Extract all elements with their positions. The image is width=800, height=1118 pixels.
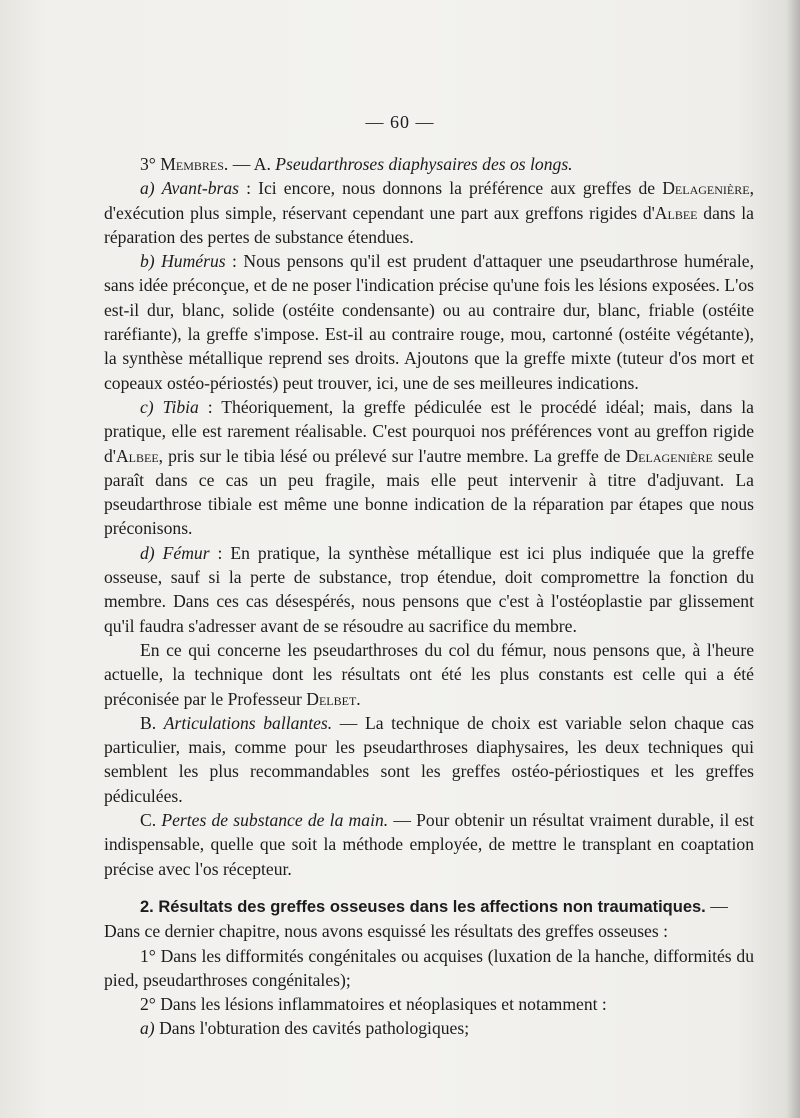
list-item-2a: a) Dans l'obturation des cavités pathologiques; (140, 1018, 470, 1039)
paragraph-tibia: c) Tibia : Théoriquement, la greffe pédiculée est le procédé idéal; mais, dans la pratique, elle est rarement réalisable. C'est pourquoi nos préférences vont au greffon rigide d'Albee, pris sur le tibia lésé ou prélevé sur l'autre membre. La greffe de Delagenière seule paraît dans ce cas un peu fragile, mais elle peut intervenir à titre d'adjuvant. La pseudarthrose tibiale est même une bonne indication de la réparation par étapes que nous préconisons. (104, 396, 754, 539)
list-item-2: 2° Dans les lésions inflammatoires et néoplasiques et notamment : (140, 994, 607, 1015)
paragraph-pertes-main: C. Pertes de substance de la main. — Pour obtenir un résultat vraiment durable, il est indispensable, quelle que soit la méthode employée, de mettre le transplant en coaptation précise avec l'os récepteur. (104, 810, 754, 879)
paragraph-section-2-intro: Dans ce dernier chapitre, nous avons esquissé les résultats des greffes osseuses : (104, 921, 668, 942)
paragraph-membres: 3° Membres. — A. Pseudarthroses diaphysaires des os longs. (140, 154, 573, 174)
section-gap (104, 881, 754, 894)
list-item-1: 1° Dans les difformités congénitales ou acquises (luxation de la hanche, difformités du pied, pseudarthroses congénitales); (104, 945, 754, 990)
paragraph-col-femur: En ce qui concerne les pseudarthroses du col du fémur, nous pensons que, à l'heure actuelle, la technique dont les résultats ont été les plus constants est celle qui a été préconisée par le Professeur Delbet. (104, 639, 754, 709)
paragraph-section-2: 2. Résultats des greffes osseuses dans les affections non traumatiques. — (140, 895, 728, 916)
paragraph-articulations: B. Articulations ballantes. — La technique de choix est variable selon chaque cas particulier, mais, comme pour les pseudarthroses diaphysaires, les deux techniques qui semblent les plus recommandables sont les greffes ostéo-périostiques et les greffes pédiculées. (104, 712, 754, 806)
page-number: — 60 — (365, 112, 435, 132)
section-2-heading: 2. Résultats des greffes osseuses dans les affections non traumatiques. (140, 897, 706, 916)
paragraph-avant-bras: a) Avant-bras : Ici encore, nous donnons la préférence aux greffes de Delagenière, d'exécution plus simple, réservant cependant une part aux greffons rigides d'Albee dans la réparation des pertes de substance étendues. (104, 178, 754, 247)
page-edge-shadow (786, 0, 800, 1118)
page-body (104, 152, 754, 1041)
paragraph-humerus: b) Humérus : Nous pensons qu'il est prudent d'attaquer une pseudarthrose humérale, sans idée préconçue, et de ne poser l'indication précise qu'une fois les lésions exposées. L'os est-il dur, blanc, solide (ostéite condensante) ou au contraire dur, blanc, friable (ostéite raréfiante), la greffe s'impose. Est-il au contraire rouge, mou, cartonné (ostéite végétante), la synthèse métallique reprend ses droits. Ajoutons que la greffe mixte (tuteur d'os mort et copeaux ostéo-périostés) peut trouver, ici, une de ses meilleures indications. (104, 251, 755, 393)
paragraph-femur: d) Fémur : En pratique, la synthèse métallique est ici plus indiquée que la greffe osseuse, sauf si la perte de substance, trop étendue, doit compromettre la fonction du membre. Dans ces cas désespérés, nous pensons que c'est à l'ostéoplastie par glissement qu'il faudra s'adresser avant de se résoudre au sacrifice du membre. (104, 542, 755, 636)
